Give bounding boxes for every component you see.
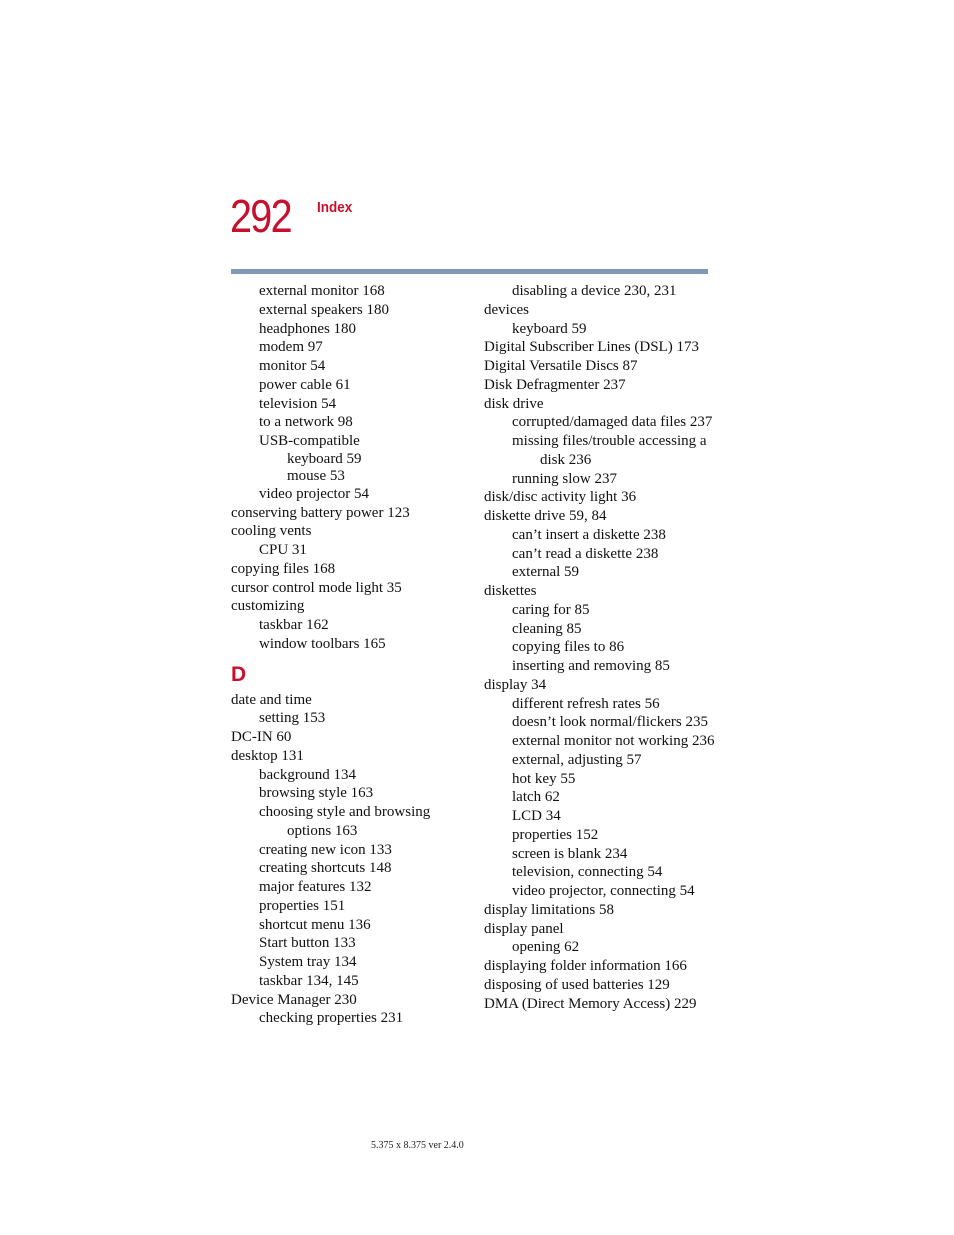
- index-subentry: external, adjusting 57: [512, 751, 642, 768]
- index-subentry: System tray 134: [259, 954, 357, 970]
- index-subentry: to a network 98: [259, 414, 353, 431]
- index-subentry: television 54: [259, 395, 337, 412]
- index-entry: Digital Subscriber Lines (DSL) 173: [484, 339, 699, 356]
- index-subentry: running slow 237: [512, 470, 617, 487]
- index-subentry: mouse 53: [287, 467, 345, 484]
- index-subentry: options 163: [287, 822, 358, 839]
- index-subentry: caring for 85: [512, 601, 590, 618]
- header-rule: [231, 269, 708, 274]
- index-subentry: monitor 54: [259, 358, 326, 374]
- index-subentry: television, connecting 54: [512, 864, 663, 881]
- index-subentry: major features 132: [259, 879, 372, 895]
- index-entry: desktop 131: [231, 747, 304, 764]
- index-entry: cooling vents: [231, 523, 312, 540]
- index-entry: cursor control mode light 35: [231, 579, 402, 596]
- index-entry: conserving battery power 123: [231, 504, 410, 521]
- index-subentry: inserting and removing 85: [512, 658, 670, 674]
- footer-version: 5.375 x 8.375 ver 2.4.0: [371, 1140, 464, 1151]
- index-subentry: disabling a device 230, 231: [512, 283, 677, 299]
- index-subentry: keyboard 59: [512, 320, 587, 337]
- index-subentry: external speakers 180: [259, 301, 389, 318]
- index-subentry: LCD 34: [512, 808, 561, 824]
- index-subentry: screen is blank 234: [512, 845, 628, 862]
- index-subentry: properties 152: [512, 826, 599, 843]
- index-subentry: cleaning 85: [512, 620, 582, 637]
- index-subentry: copying files to 86: [512, 639, 625, 656]
- index-entry: Digital Versatile Discs 87: [484, 358, 638, 374]
- index-subentry: USB-compatible: [259, 433, 360, 449]
- index-subentry: doesn’t look normal/flickers 235: [512, 714, 708, 731]
- index-subentry: external 59: [512, 564, 580, 581]
- index-subentry: video projector, connecting 54: [512, 883, 695, 899]
- index-entry: copying files 168: [231, 560, 336, 577]
- index-entry: disk drive: [484, 395, 544, 412]
- index-subentry: Start button 133: [259, 935, 356, 952]
- index-subentry: power cable 61: [259, 376, 351, 393]
- index-entry: date and time: [231, 691, 312, 708]
- index-subentry: can’t insert a diskette 238: [512, 526, 666, 543]
- index-entry: display limitations 58: [484, 901, 614, 918]
- index-subentry: missing files/trouble accessing a: [512, 433, 707, 449]
- index-subentry: shortcut menu 136: [259, 916, 371, 933]
- index-letter-heading: D: [231, 662, 247, 686]
- index-entry: display 34: [484, 676, 547, 693]
- index-subentry: taskbar 162: [259, 617, 329, 633]
- index-subentry: can’t read a diskette 238: [512, 545, 659, 562]
- index-entry: display panel: [484, 920, 564, 937]
- index-subentry: choosing style and browsing: [259, 804, 431, 820]
- index-subentry: checking properties 231: [259, 1010, 404, 1027]
- index-subentry: headphones 180: [259, 320, 357, 337]
- index-subentry: taskbar 134, 145: [259, 972, 359, 989]
- index-entry: diskette drive 59, 84: [484, 508, 607, 524]
- index-subentry: video projector 54: [259, 485, 369, 502]
- page-number: 292: [230, 190, 291, 242]
- index-subentry: opening 62: [512, 939, 580, 956]
- index-subentry: creating new icon 133: [259, 841, 392, 858]
- index-entry: devices: [484, 301, 529, 318]
- index-column-right: [484, 282, 724, 1013]
- index-subentry: corrupted/damaged data files 237: [512, 414, 713, 431]
- index-column-left: [231, 282, 471, 1028]
- index-subentry: modem 97: [259, 339, 323, 356]
- index-entry: disposing of used batteries 129: [484, 976, 670, 993]
- index-entry: customizing: [231, 598, 305, 615]
- index-subentry: setting 153: [259, 710, 326, 727]
- index-entry: displaying folder information 166: [484, 958, 687, 974]
- index-subentry: latch 62: [512, 789, 560, 806]
- index-subentry: hot key 55: [512, 770, 576, 787]
- index-entry: diskettes: [484, 583, 537, 599]
- index-entry: DC-IN 60: [231, 729, 292, 745]
- index-subentry: background 134: [259, 766, 357, 783]
- index-subentry: browsing style 163: [259, 785, 374, 802]
- index-subentry: external monitor 168: [259, 283, 385, 299]
- index-subentry: creating shortcuts 148: [259, 860, 392, 877]
- section-title: Index: [317, 199, 353, 216]
- index-subentry: disk 236: [540, 451, 592, 468]
- index-subentry: keyboard 59: [287, 450, 362, 467]
- index-entry: disk/disc activity light 36: [484, 489, 637, 506]
- index-subentry: properties 151: [259, 897, 346, 914]
- index-entry: DMA (Direct Memory Access) 229: [484, 995, 697, 1012]
- index-entry: Disk Defragmenter 237: [484, 376, 626, 393]
- index-subentry: external monitor not working 236: [512, 733, 715, 749]
- index-subentry: different refresh rates 56: [512, 695, 660, 712]
- index-entry: Device Manager 230: [231, 991, 357, 1008]
- index-subentry: CPU 31: [259, 542, 307, 558]
- index-subentry: window toolbars 165: [259, 635, 386, 652]
